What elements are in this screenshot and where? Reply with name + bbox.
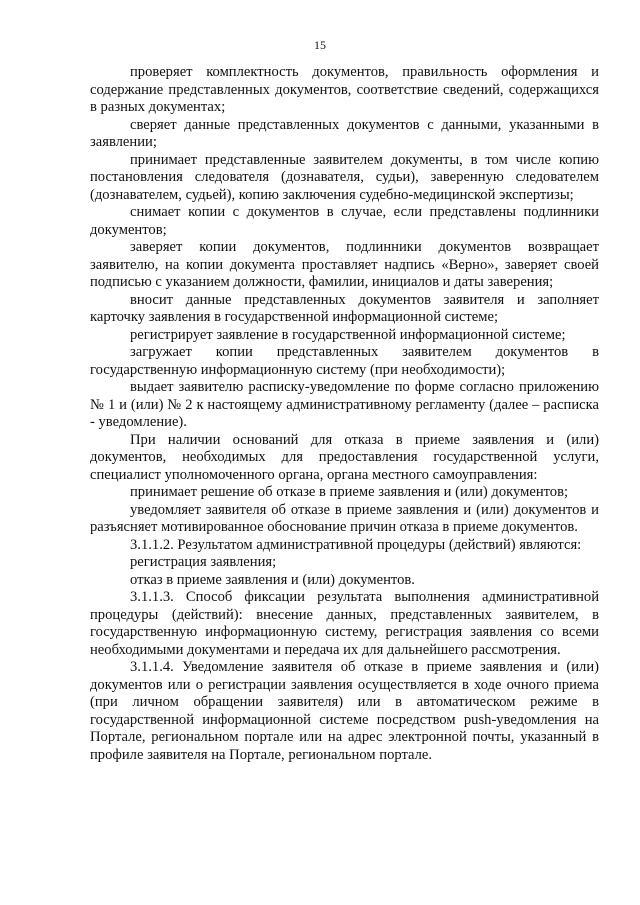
paragraph-verify-data: сверяет данные представленных документов с данными, указанными в заявлении; — [90, 116, 599, 150]
paragraph-certify-copies: заверяет копии документов, подлинники документов возвращает заявителю, на копии документа проставляет надпись «Верно», заверяет своей подписью с указанием должности, фамилии, инициалов и даты заверения; — [90, 239, 599, 290]
paragraph-result-registration: регистрация заявления; — [130, 554, 277, 570]
paragraph-register-application: регистрирует заявление в государственной информационной системе; — [130, 326, 566, 343]
paragraph-section-3-1-1-4: 3.1.1.4. Уведомление заявителя об отказе в приеме заявления и (или) документов или о регистрации заявления осуществляется в ходе очного приема (при личном обращении заявителя) или в автоматическом режиме в государственной информационной системе посредством push-уведомления на Портале, региональном портале или на адрес электронной почты, указанный в профиле заявителя на Портале, региональном портале. — [90, 659, 599, 763]
paragraph-refusal-grounds: При наличии оснований для отказа в приеме заявления и (или) документов, необходимых для предоставления государственной услуги, специалист уполномоченного органа, органа местного самоуправления: — [90, 431, 599, 483]
paragraph-accept-documents: принимает представленные заявителем документы, в том числе копию постановления следователя (дознавателя, судьи), заверенную следователем (дознавателем, судьей), копию заключения судебно-медицинской экспертизы; — [90, 151, 599, 203]
paragraph-upload-copies: загружает копии представленных заявителем документов в государственную информационную систему (при необходимости); — [90, 344, 599, 378]
paragraph-result-refusal: отказ в приеме заявления и (или) документов. — [130, 571, 415, 588]
paragraph-check-completeness: проверяет комплектность документов, правильность оформления и содержание представленных документов, соответствие сведений, содержащихся в разных документах; — [90, 64, 599, 115]
paragraph-section-3-1-1-3: 3.1.1.3. Способ фиксации результата выполнения административной процедуры (действий): внесение данных, представленных заявителем, в государственную информационную систему, регистрация заявления со всеми необходимыми документами и передача их для дальнейшего рассмотрения. — [90, 589, 599, 658]
paragraph-refusal-decision: принимает решение об отказе в приеме заявления и (или) документов; — [130, 484, 569, 500]
paragraph-make-copies: снимает копии с документов в случае, если представлены подлинники документов; — [90, 204, 599, 238]
page-number: 15 — [314, 38, 326, 52]
paragraph-section-3-1-1-2: 3.1.1.2. Результатом административной процедуры (действий) являются: — [130, 536, 582, 553]
document-body — [90, 64, 599, 764]
paragraph-notify-refusal: уведомляет заявителя об отказе в приеме заявления и (или) документов и разъясняет мотивированное обоснование причин отказа в приеме документов. — [90, 501, 599, 535]
paragraph-enter-data: вносит данные представленных документов заявителя и заполняет карточку заявления в государственной информационной системе; — [90, 291, 599, 325]
paragraph-issue-receipt: выдает заявителю расписку-уведомление по форме согласно приложению № 1 и (или) № 2 к настоящему административному регламенту (далее – расписка - уведомление). — [90, 379, 599, 430]
